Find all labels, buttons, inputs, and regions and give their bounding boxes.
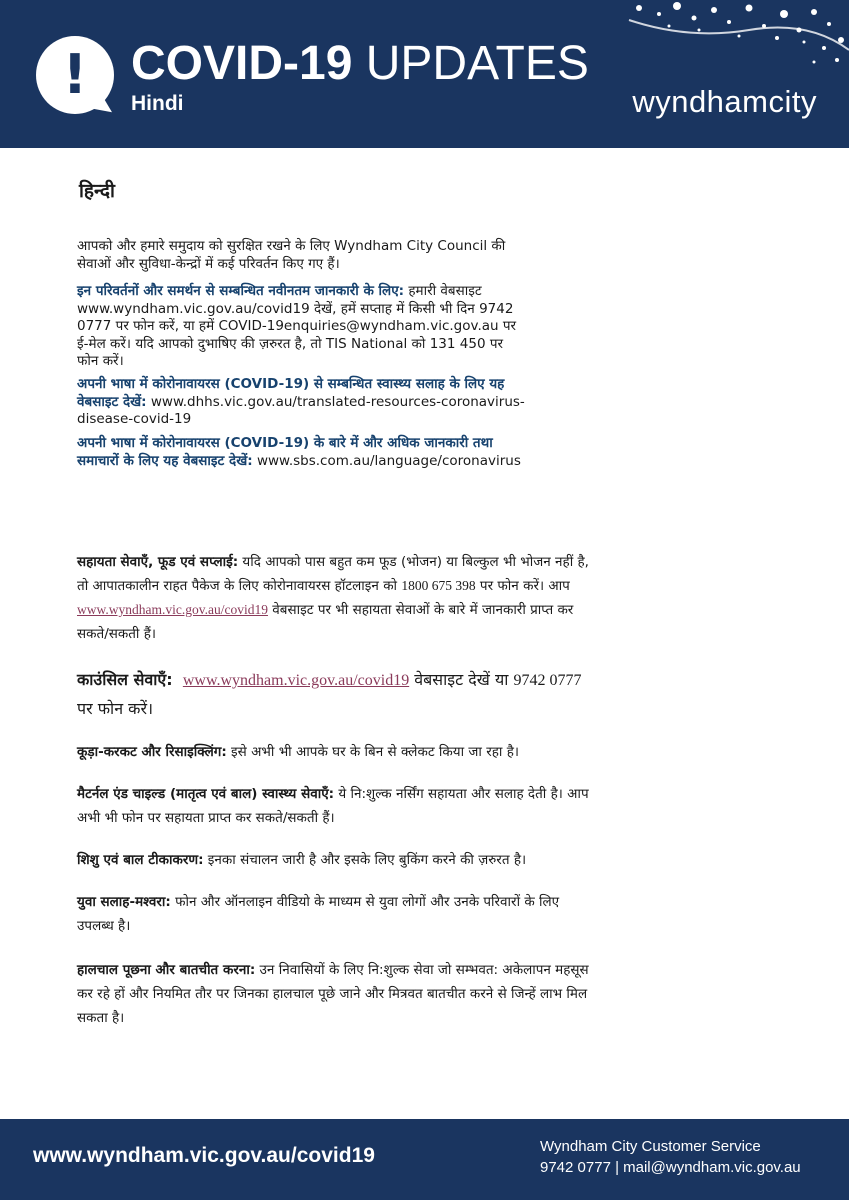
language-heading: हिन्दी	[79, 180, 115, 202]
page-title	[131, 38, 589, 90]
immunisation-section	[77, 848, 597, 872]
customer-service-info	[540, 1136, 801, 1178]
council-text-a: वेबसाइट देखें या	[409, 670, 514, 689]
intro-paragraph: आपको और हमारे समुदाय को सुरक्षित रखने के लिए Wyndham City Council की सेवाओं और सुविधा-केन्द्रों में कई परिवर्तन किए गए हैं।	[77, 238, 506, 272]
mch-text: ये नि:शुल्क नर्सिंग सहायता और सलाह देती है। आप अभी भी फोन पर सहायता प्राप्त कर सकते/सकती हैं।	[77, 786, 589, 826]
relief-phone: 1800 675 398	[401, 578, 476, 593]
immun-text: इनका संचालन जारी है और इसके लिए बुकिंग करने की ज़रुरत है।	[203, 852, 527, 868]
header-banner	[0, 0, 849, 148]
immun-label: शिशु एवं बाल टीकाकरण:	[77, 852, 204, 868]
health-advice-text: www.dhhs.vic.gov.au/translated-resources-coronavirus-disease-covid-19	[77, 393, 525, 427]
relief-text-c: वेबसाइट पर भी सहायता सेवाओं के बारे में जानकारी प्राप्त कर सकते/सकती हैं।	[77, 602, 574, 642]
decorative-dot-pattern	[599, 0, 849, 80]
waste-section	[77, 740, 597, 764]
customer-service-contact: 9742 0777 | mail@wyndham.vic.gov.au	[540, 1159, 801, 1176]
relief-link[interactable]: www.wyndham.vic.gov.au/covid19	[77, 602, 268, 617]
checkin-label: हालचाल पूछना और बातचीत करना:	[77, 962, 256, 978]
relief-text-b: पर फोन करें। आप	[475, 578, 570, 594]
relief-section	[77, 550, 597, 646]
mch-label: मैटर्नल एंड चाइल्ड (मातृत्व एवं बाल) स्वास्थ्य सेवाएँ:	[77, 786, 335, 802]
updates-text: हमारी वेबसाइट www.wyndham.vic.gov.au/covid19 देखें, हमें सप्ताह में किसी भी दिन 9742 0777 पर फोन करें, या हमें COVID-19enquiries@wyndham.vic.gov.au पर ई-मेल करें। यदि आपको दुभाषिए की ज़रुरत है, तो TIS National को 131 450 पर फोन करें।	[77, 283, 517, 369]
waste-label: कूड़ा-करकट और रिसाइक्लिंग:	[77, 744, 227, 760]
youth-label: युवा सलाह-मश्वरा:	[77, 894, 171, 910]
health-advice-label: अपनी भाषा में कोरोनावायरस (COVID-19) से सम्बन्धित स्वास्थ्य सलाह के लिए यह वेबसाइट देखें:	[77, 376, 505, 410]
news-label: अपनी भाषा में कोरोनावायरस (COVID-19) के बारे में और अधिक जानकारी तथा समाचारों के लिए यह वेबसाइट देखें:	[77, 435, 493, 469]
waste-text: इसे अभी भी आपके घर के बिन से क्लेकट किया जा रहा है।	[226, 744, 519, 760]
council-phone: 9742 0777	[513, 672, 582, 689]
check-in-section	[77, 958, 597, 1030]
health-advice-paragraph	[77, 376, 527, 429]
footer-banner	[0, 1119, 849, 1200]
news-paragraph	[77, 435, 527, 470]
updates-paragraph	[77, 283, 527, 371]
youth-counselling-section	[77, 890, 597, 938]
checkin-text: उन निवासियों के लिए नि:शुल्क सेवा जो सम्भवत: अकेलापन महसूस कर रहे हों और नियमित तौर पर जिनका हालचाल पूछे जाने और मित्रवत बातचीत करने से जिन्हें लाभ मिल सकता है।	[77, 962, 589, 1026]
youth-text: फोन और ऑनलाइन वीडियो के माध्यम से युवा लोगों और उनके परिवारों के लिए उपलब्ध है।	[77, 894, 560, 934]
maternal-child-health-section	[77, 782, 597, 830]
brand-b: city	[768, 84, 817, 119]
brand-a: wyndham	[632, 84, 769, 119]
title-rest: UPDATES	[365, 37, 589, 90]
council-label: काउंसिल सेवाएँ:	[77, 670, 173, 689]
wyndham-city-logo	[632, 84, 817, 120]
language-subtitle: Hindi	[131, 92, 184, 115]
footer-website-link[interactable]: www.wyndham.vic.gov.au/covid19	[33, 1144, 375, 1167]
council-section	[77, 666, 597, 723]
news-text: www.sbs.com.au/language/coronavirus	[252, 452, 521, 469]
updates-label: इन परिवर्तनों और समर्थन से सम्बन्धित नवीनतम जानकारी के लिए:	[77, 283, 405, 299]
exclamation-speech-bubble-icon: !	[62, 43, 88, 106]
council-link[interactable]: www.wyndham.vic.gov.au/covid19	[182, 672, 410, 689]
relief-text-a: यदि आपको पास बहुत कम फूड (भोजन) या बिल्कुल भी भोजन नहीं है, तो आपातकालीन राहत पैकेज के लिए कोरोनावायरस हॉटलाइन को	[77, 554, 589, 594]
title-bold: COVID-19	[131, 37, 353, 90]
relief-label: सहायता सेवाएँ, फूड एवं सप्लाई:	[77, 554, 239, 570]
council-text-b: पर फोन करें।	[77, 699, 154, 718]
customer-service-title: Wyndham City Customer Service	[540, 1138, 761, 1155]
